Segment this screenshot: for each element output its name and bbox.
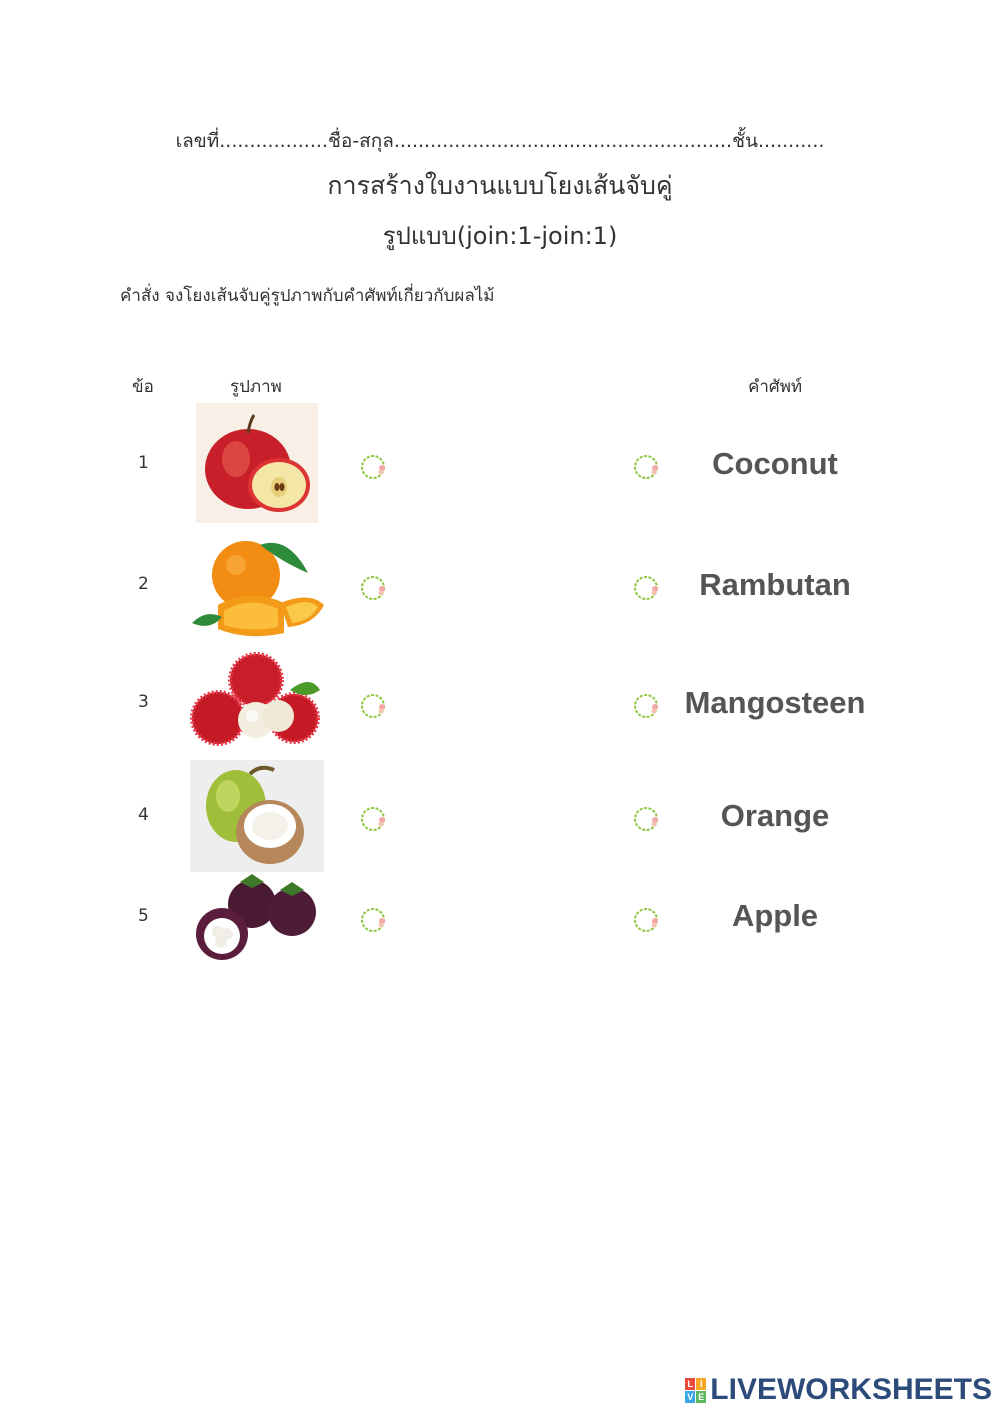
logo-badge-letter: E [698,1391,705,1402]
left-connector-dot[interactable] [360,574,388,602]
right-connector-dot[interactable] [633,574,661,602]
right-connector-dot[interactable] [633,453,661,481]
logo-badge-letter: V [687,1391,694,1402]
column-header-number: ข้อ [132,377,154,397]
column-header-picture: รูปภาพ [230,377,282,397]
logo-text: LIVEWORKSHEETS [710,1373,992,1406]
worksheet-title: การสร้างใบงานแบบโยงเส้นจับคู่ [327,171,673,200]
mangosteen-image [194,870,320,964]
left-connector-dot[interactable] [360,692,388,720]
vocab-word: Orange [720,798,830,833]
student-info-line: เลขที่..................ชื่อ-สกุล........................................................ชั้น........... [175,130,825,152]
left-connector-dot[interactable] [360,906,388,934]
vocab-word: Apple [731,898,819,933]
orange-image [188,533,328,639]
right-connector-dot[interactable] [633,805,661,833]
row-number: 1 [138,453,149,473]
logo-badge-letter: I [696,1378,706,1390]
right-connector-dot[interactable] [633,906,661,934]
logo-badge [685,1378,706,1403]
vocab-word: Mangosteen [684,685,866,720]
coconut-image [190,760,324,872]
logo-badge-letter: L [685,1378,695,1390]
liveworksheets-logo [685,1373,992,1407]
left-connector-dot[interactable] [360,453,388,481]
row-number: 2 [138,574,149,594]
vocab-word: Rambutan [699,567,851,602]
row-number: 5 [138,906,149,926]
left-connector-dot[interactable] [360,805,388,833]
row-number: 4 [138,805,149,825]
row-number: 3 [138,692,149,712]
apple-image [196,403,318,523]
rambutan-image [190,650,324,752]
right-connector-dot[interactable] [633,692,661,720]
instruction-text: คำสั่ง จงโยงเส้นจับคู่รูปภาพกับคำศัพท์เกี่ยวกับผลไม้ [120,286,495,306]
worksheet-subtitle: รูปแบบ(join:1-join:1) [382,222,618,250]
column-header-word: คำศัพท์ [748,377,803,397]
vocab-word: Coconut [712,446,838,481]
